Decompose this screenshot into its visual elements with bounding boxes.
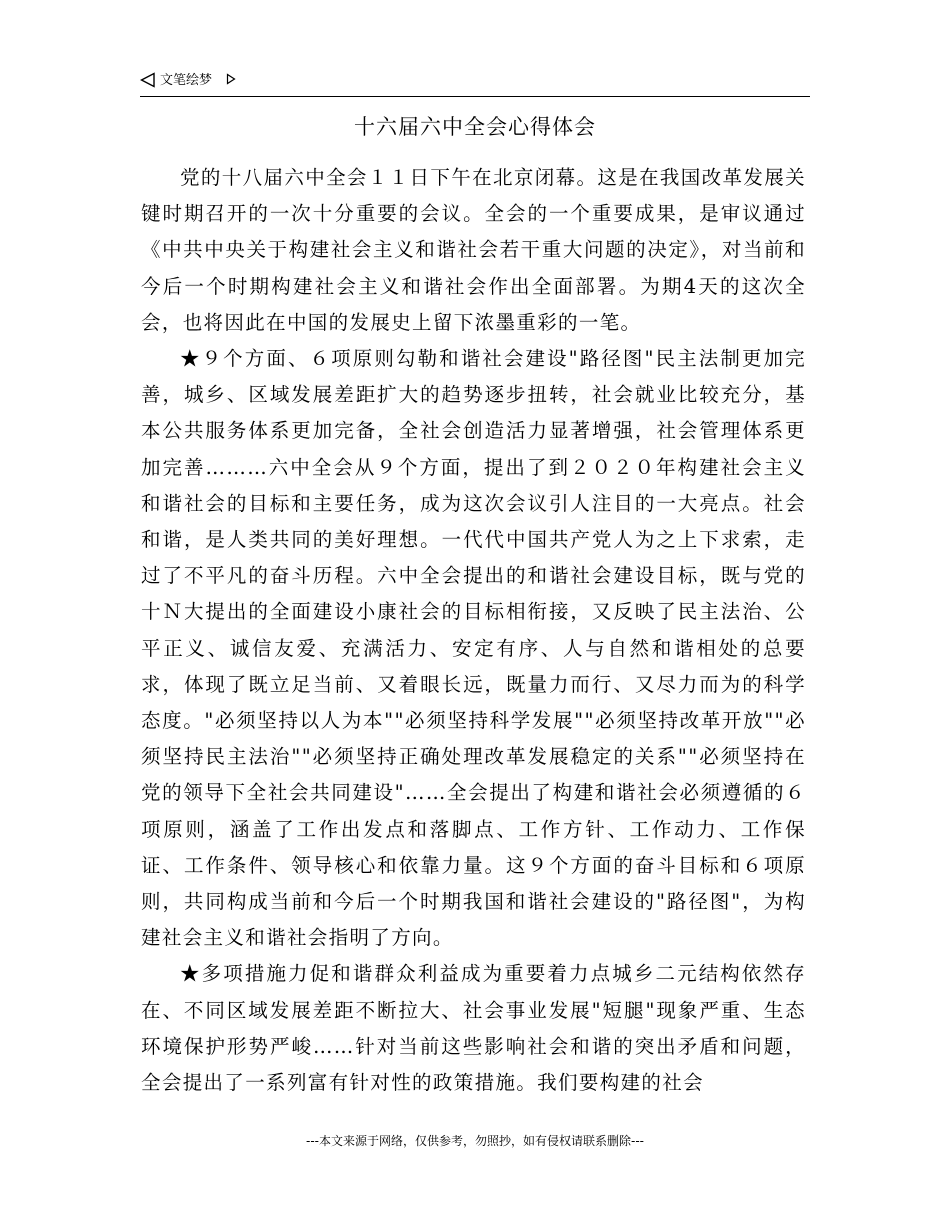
document-body (141, 160, 806, 1101)
paragraph: ★多项措施力促和谐群众利益成为重要着力点城乡二元结构依然存在、不同区域发展差距不断拉大、社会事业发展"短腿"现象严重、生态环境保护形势严峻……针对当前这些影响社会和谐的突出矛盾和问题，全会提出了一系列富有针对性的政策措施。我们要构建的社会 (141, 962, 806, 1095)
header-brand: 文笔绘梦 (160, 73, 213, 88)
paragraph: 党的十八届六中全会１１日下午在北京闭幕。这是在我国改革发展关键时期召开的一次十分重要的会议。全会的一个重要成果，是审议通过《中共中央关于构建社会主义和谐社会若干重大问题的决定》，对当前和今后一个时期构建社会主义和谐社会作出全面部署。为期4天的这次全会，也将因此在中国的发展史上留下浓墨重彩的一笔。 (141, 166, 806, 334)
paragraph: ★９个方面、６项原则勾勒和谐社会建设"路径图"民主法制更加完善，城乡、区域发展差距扩大的趋势逐步扭转，社会就业比较充分，基本公共服务体系更加完备，全社会创造活力显著增强，社会管理体系更加完善………六中全会从９个方面，提出了到２０２０年构建社会主义和谐社会的目标和主要任务，成为这次会议引人注目的一大亮点。社会和谐，是人类共同的美好理想。一代代中国共产党人为之上下求索，走过了不平凡的奋斗历程。六中全会提出的和谐社会建设目标，既与党的十Ｎ大提出的全面建设小康社会的目标相衔接，又反映了民主法治、公平正义、诚信友爱、充满活力、安定有序、人与自然和谐相处的总要求，体现了既立足当前、又着眼长远，既量力而行、又尽力而为的科学态度。"必须坚持以人为本""必须坚持科学发展""必须坚持改革开放""必须坚持民主法治""必须坚持正确处理改革发展稳定的关系""必须坚持在党的领导下全社会共同建设"……全会提出了构建和谐社会必须遵循的６项原则，涵盖了工作出发点和落脚点、工作方针、工作动力、工作保证、工作条件、领导核心和依靠力量。这９个方面的奋斗目标和６项原则，共同构成当前和今后一个时期我国和谐社会建设的"路径图"，为构建社会主义和谐社会指明了方向。 (141, 347, 806, 950)
page-header (140, 68, 810, 97)
triangle-right-outline-icon (226, 73, 236, 85)
page-footer-disclaimer: ---本文来源于网络，仅供参考，勿照抄，如有侵权请联系删除--- (306, 1134, 644, 1148)
triangle-left-outline-icon (140, 72, 156, 88)
document-title: 十六届六中全会心得体会 (354, 115, 596, 139)
